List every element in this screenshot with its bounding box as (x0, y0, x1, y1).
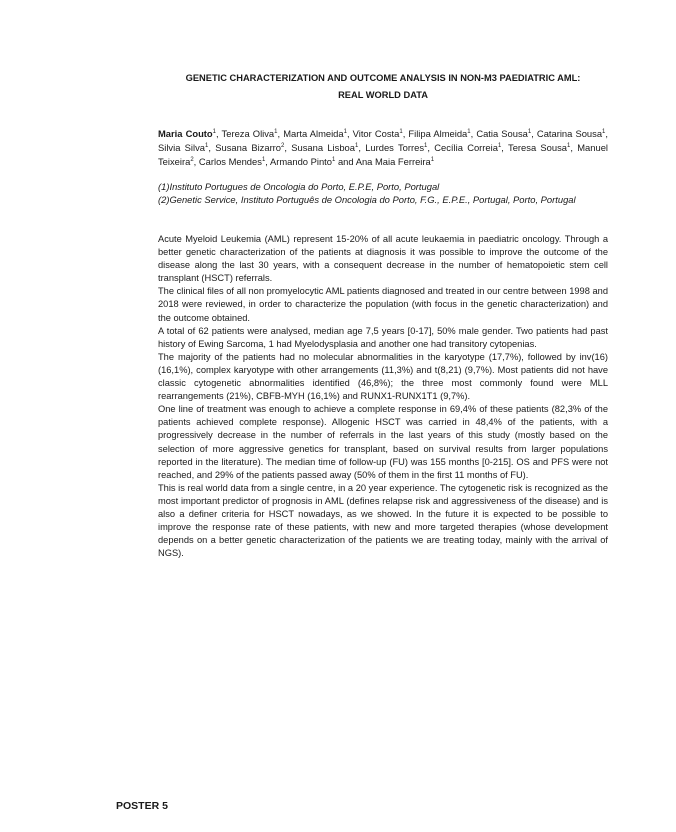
author-name: Manuel Teixeira (158, 142, 608, 168)
author-affiliation-mark: 1 (430, 157, 435, 164)
author-name: Ana Maia Ferreira (355, 156, 431, 168)
author-affiliation-mark: 1 (274, 128, 278, 135)
author-name: Tereza Oliva (221, 128, 275, 139)
abstract-paragraph: Acute Myeloid Leukemia (AML) represent 15-20% of all acute leukaemia in paediatric oncology. Through a better genetic characterization of the patients at diagnosis it was possible to improve the outcome of the disease along the last 30 years, with a consequent decrease in the number of hematopoietic stem cell transplant (HSCT) referrals. (158, 234, 608, 284)
author-affiliation-mark: 1 (527, 128, 532, 135)
author (199, 156, 265, 167)
abstract-paragraph: A total of 62 patients were analysed, median age 7,5 years [0-17], 50% male gender. Two patients had past history of Ewing Sarcoma, 1 had Myelodysplasia and another one had transitory cytopenias. (158, 325, 608, 349)
author-name: Vitor Costa (352, 128, 400, 139)
author-affiliation-mark: 1 (212, 128, 217, 135)
author-affiliation-mark: 1 (354, 143, 359, 150)
author-name: Catarina Sousa (536, 128, 603, 139)
author-name: Teresa Sousa (508, 142, 568, 154)
author-affiliation-mark: 1 (399, 128, 403, 135)
author-affiliation-mark: 2 (281, 143, 285, 150)
title-line: GENETIC CHARACTERIZATION AND OUTCOME ANALYSIS IN NON-M3 PAEDIATRIC AML: (185, 73, 581, 83)
author-name: Susana Bizarro (215, 142, 282, 154)
author (270, 156, 335, 167)
author-name: Marta Almeida (283, 128, 344, 139)
author-name: Filipa Almeida (408, 128, 468, 139)
abstract-paragraph: The majority of the patients had no molecular abnormalities in the karyotype (17,7%), followed by inv(16) (16,1%), complex karyotype with other arrangements (11,3%) and t(8,21) (9,7%). Most patients did not have classic cytogenetic abnormalities identified (46,8%); the three most commonly found were MLL rearrangements (21%), CBFB-MYH (16,1%) and RUNX1-RUNX1T1 (9,7%). (158, 351, 608, 402)
author-affiliation-mark: 1 (497, 143, 502, 150)
abstract-paragraph: The clinical files of all non promyelocytic AML patients diagnosed and treated in our centre between 1998 and 2018 were reviewed, in order to characterize the population (with focus in the genetic characterization) and the outcome obtained. (158, 286, 608, 323)
author-affiliation-mark: 1 (205, 143, 209, 150)
author-affiliation-mark: 1 (467, 128, 471, 135)
author (158, 128, 216, 139)
author (476, 128, 531, 139)
author-name: Maria Couto (158, 128, 213, 139)
affiliation-list (158, 180, 618, 206)
author (365, 142, 427, 153)
abstract-paragraph: One line of treatment was enough to achieve a complete response in 69,4% of these patients (82,3% of the patients achieved complete response). Allogenic HSCT was carried in 48,4% of the patients, with a progressively decrease in the number of referrals in the last years of this study (mostly based on the selection of more aggressive genetics for transplant, based on survival results from larger populations reported in the literature). The median time of follow-up (FU) was 155 months [0-215]. OS and PFS were not reached, and 29% of the patients passed away (50% of them in the first 11 months of FU). (158, 404, 608, 480)
author-affiliation-mark: 1 (343, 128, 347, 135)
author (353, 128, 403, 139)
author-name: Lurdes Torres (365, 142, 425, 154)
author-list: Maria Couto$^1$, Tereza Oliva$^1$, Marta Almeida$^1$, Vitor Costa$^1$, Filipa Almeida$^1$, Catia Sousa$^1$, Catarina Sousa$^1$, Silvia Silva$^1$, Susana Bizarro$^2$, Susana Lisboa$^1$, Lurdes Torres$^1$, Cecília Correia$^1$, Teresa Sousa$^1$, Manuel Teixeira$^2$, Carlos Mendes$^1$, Armando Pinto$^1$ and Ana Maia Ferreira$^1$ (158, 128, 608, 168)
author-name: Armando Pinto (269, 156, 332, 168)
author-name: Susana Lisboa (291, 142, 355, 154)
author-affiliation-mark: 2 (190, 157, 194, 164)
author (408, 128, 470, 139)
author-affiliation-mark: 1 (567, 143, 571, 150)
author-name: Carlos Mendes (198, 156, 262, 168)
author (222, 128, 278, 139)
author-affiliation-mark: 1 (602, 128, 606, 135)
author (434, 142, 501, 153)
author (356, 156, 434, 167)
author (158, 142, 208, 153)
author-name: Cecília Correia (434, 142, 498, 154)
author (291, 142, 358, 153)
abstract-body (158, 233, 608, 560)
author (283, 128, 347, 139)
author (215, 142, 284, 153)
author-name: Silvia Silva (158, 142, 206, 154)
author-name: Catia Sousa (476, 128, 528, 139)
document-title (158, 70, 608, 104)
title-line: REAL WORLD DATA (338, 90, 428, 100)
abstract-paragraph: This is real world data from a single centre, in a 20 year experience. The cytogenetic risk is recognized as the most important predictor of prognosis in AML (defines relapse risk and aggressiveness of the disease) and is also a definer criteria for HSCT nowadays, as we showed. In the future it is expected to be possible to improve the response rate of these patients, with new and more targeted therapies (whose development depends on a better genetic characterization of the patients we are treating today, mainly with the arrival of NGS). (158, 482, 608, 559)
affiliation-1: (1)Instituto Portugues de Oncologia do Porto, E.P.E, Porto, Portugal (158, 181, 440, 192)
author-affiliation-mark: 1 (424, 143, 428, 150)
author (508, 142, 570, 153)
author (537, 128, 605, 139)
author-affiliation-mark: 1 (332, 157, 336, 164)
author-affiliation-mark: 1 (261, 157, 266, 164)
poster-label: POSTER 5 (116, 800, 168, 812)
affiliation-2: (2)Genetic Service, Instituto Português de Oncologia do Porto, F.G., E.P.E., Portugal, Porto, Portugal (158, 194, 576, 206)
